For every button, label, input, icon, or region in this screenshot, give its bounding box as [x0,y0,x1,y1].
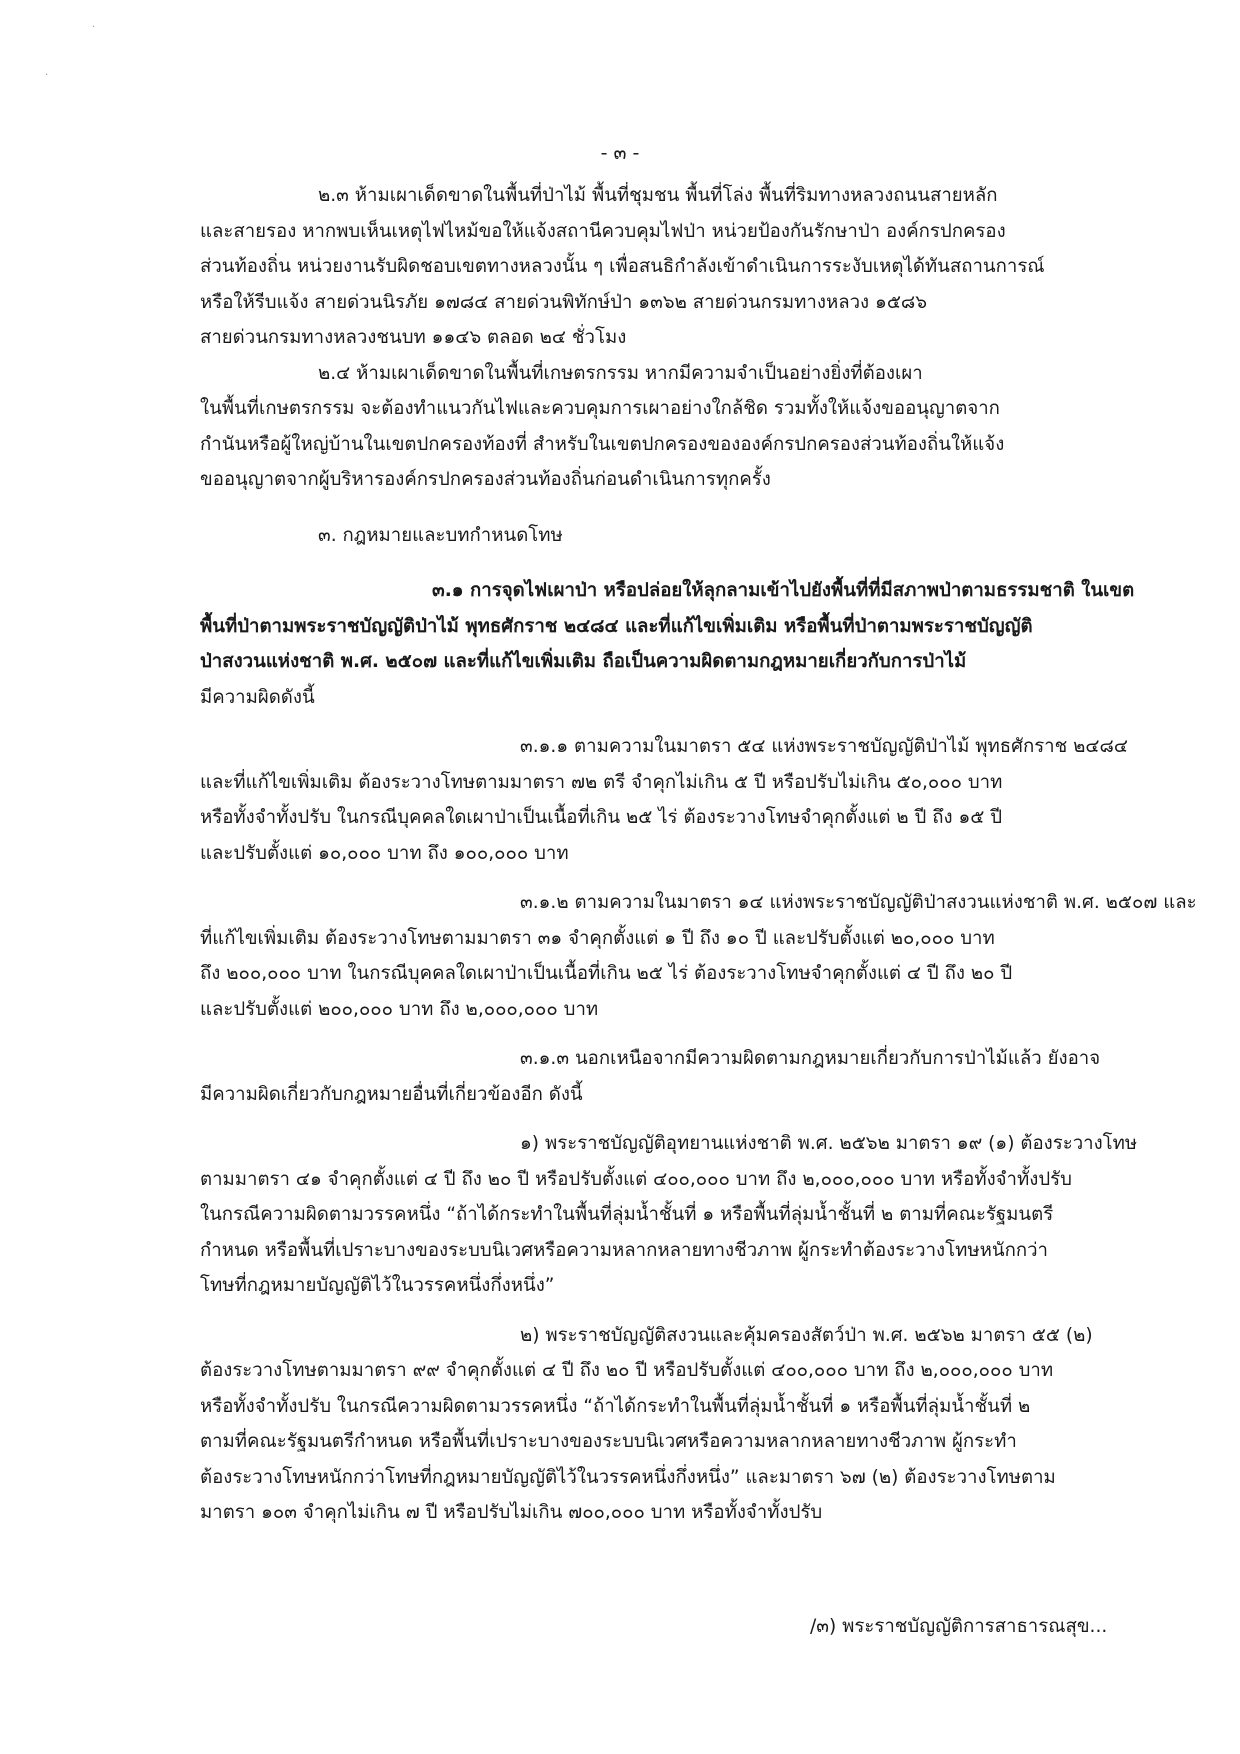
text-line: ๓.๑.๒ ตามความในมาตรา ๑๔ แห่งพระราชบัญญัติป่าสงวนแห่งชาติ พ.ศ. ๒๕๐๗ และ [520,892,1197,913]
text-line: มีความผิดดังนี้ [200,686,315,708]
text-line: หรือทั้งจำทั้งปรับ ในกรณีบุคคลใดเผาป่าเป็นเนื้อที่เกิน ๒๕ ไร่ ต้องระวางโทษจำคุกตั้งแต่ ๒ ปี ถึง ๑๕ ปี [200,807,1003,828]
list-item-1 [200,1126,1138,1304]
text-line: มาตรา ๑๐๓ จำคุกไม่เกิน ๗ ปี หรือปรับไม่เกิน ๗๐๐,๐๐๐ บาท หรือทั้งจำทั้งปรับ [200,1502,823,1523]
document-body [200,178,1197,1531]
text-line: ถึง ๒๐๐,๐๐๐ บาท ในกรณีบุคคลใดเผาป่าเป็นเนื้อที่เกิน ๒๕ ไร่ ต้องระวางโทษจำคุกตั้งแต่ ๔ ปี ถึง ๒๐ ปี [200,963,1013,984]
text-line: ที่แก้ไขเพิ่มเติม ต้องระวางโทษตามมาตรา ๓๑ จำคุกตั้งแต่ ๑ ปี ถึง ๑๐ ปี และปรับตั้งแต่ ๒๐,๐๐๐ บาท [200,927,995,949]
text-line: ๒.๔ ห้ามเผาเด็ดขาดในพื้นที่เกษตรกรรม หากมีความจำเป็นอย่างยิ่งที่ต้องเผา [318,362,923,384]
text-line: หรือให้รีบแจ้ง สายด่วนนิรภัย ๑๗๘๔ สายด่วนพิทักษ์ป่า ๑๓๖๒ สายด่วนกรมทางหลวง ๑๕๘๖ [200,291,928,313]
spacer [200,715,1128,729]
continuation-note: /๓) พระราชบัญญัติการสาธารณสุข... [810,1616,1108,1637]
paragraph-3-1-2 [200,885,1197,1027]
text-line: และปรับตั้งแต่ ๒๐๐,๐๐๐ บาท ถึง ๒,๐๐๐,๐๐๐ บาท [200,998,599,1020]
text-line: ในกรณีความผิดตามวรรคหนึ่ง “ถ้าได้กระทำในพื้นที่ลุ่มน้ำชั้นที่ ๑ หรือพื้นที่ลุ่มน้ำชั้นที่ ๒ ตามที่คณะรัฐมนตรี [200,1204,1054,1225]
scan-speck: · [92,22,96,33]
scan-speck: · [45,70,49,81]
text-line: โทษที่กฎหมายบัญญัติไว้ในวรรคหนึ่งกึ่งหนึ่ง” [200,1275,555,1296]
text-line: และที่แก้ไขเพิ่มเติม ต้องระวางโทษตามมาตรา ๗๒ ตรี จำคุกไม่เกิน ๕ ปี หรือปรับไม่เกิน ๕๐,๐๐๐ บาท [200,771,1003,793]
spacer [200,1027,1128,1041]
text-line: ๓.๑.๑ ตามความในมาตรา ๕๔ แห่งพระราชบัญญัติป่าไม้ พุทธศักราช ๒๔๘๔ [520,736,1128,757]
text-line: และปรับตั้งแต่ ๑๐,๐๐๐ บาท ถึง ๑๐๐,๐๐๐ บาท [200,842,569,864]
paragraph-3-1 [200,573,1135,715]
text-line: ๓.๑.๓ นอกเหนือจากมีความผิดตามกฎหมายเกี่ยวกับการป่าไม้แล้ว ยังอาจ [520,1048,1101,1069]
text-line: มีความผิดเกี่ยวกับกฎหมายอื่นที่เกี่ยวข้องอีก ดังนี้ [200,1083,583,1105]
text-line: ๒) พระราชบัญญัติสงวนและคุ้มครองสัตว์ป่า พ.ศ. ๒๕๖๒ มาตรา ๕๕ (๒) [520,1324,1093,1346]
spacer [200,871,1128,885]
text-line: พื้นที่ป่าตามพระราชบัญญัติป่าไม้ พุทธศักราช ๒๔๘๔ และที่แก้ไขเพิ่มเติม หรือพื้นที่ป่าตามพระราชบัญญัติ [200,615,1033,637]
text-line: ในพื้นที่เกษตรกรรม จะต้องทำแนวกันไฟและควบคุมการเผาอย่างใกล้ชิด รวมทั้งให้แจ้งขออนุญาตจาก [200,398,1000,419]
text-line: ป่าสงวนแห่งชาติ พ.ศ. ๒๕๐๗ และที่แก้ไขเพิ่มเติม ถือเป็นความผิดตามกฎหมายเกี่ยวกับการป่าไม้ [200,651,967,672]
paragraph-2-4 [200,356,1128,498]
text-line: และสายรอง หากพบเห็นเหตุไฟไหม้ขอให้แจ้งสถานีควบคุมไฟป่า หน่วยป้องกันรักษาป่า องค์กรปกครอง [200,220,1006,242]
text-line: ๒.๓ ห้ามเผาเด็ดขาดในพื้นที่ป่าไม้ พื้นที่ชุมชน พื้นที่โล่ง พื้นที่ริมทางหลวงถนนสายหลัก [318,185,998,206]
paragraph-3-1-1 [200,729,1128,871]
spacer [200,498,1128,518]
text-line: ๓.๑ การจุดไฟเผาป่า หรือปล่อยให้ลุกลามเข้าไปยังพื้นที่ที่มีสภาพป่าตามธรรมชาติ ในเขต [432,580,1135,601]
text-line: ส่วนท้องถิ่น หน่วยงานรับผิดชอบเขตทางหลวงนั้น ๆ เพื่อสนธิกำลังเข้าดำเนินการระงับเหตุได้ทันสถานการณ์ [200,256,1045,277]
paragraph-2-3 [200,178,1128,356]
text-line: กำนันหรือผู้ใหญ่บ้านในเขตปกครองท้องที่ สำหรับในเขตปกครองขององค์กรปกครองส่วนท้องถิ่นให้แจ้ง [200,433,1005,455]
text-line: ตามที่คณะรัฐมนตรีกำหนด หรือพื้นที่เปราะบางของระบบนิเวศหรือความหลากหลายทางชีวภาพ ผู้กระทำ [200,1431,1017,1452]
text-line: ขออนุญาตจากผู้บริหารองค์กรปกครองส่วนท้องถิ่นก่อนดำเนินการทุกครั้ง [200,469,771,490]
paragraph-3-1-3 [200,1041,1128,1112]
text-line: ต้องระวางโทษตามมาตรา ๙๙ จำคุกตั้งแต่ ๔ ปี ถึง ๒๐ ปี หรือปรับตั้งแต่ ๔๐๐,๐๐๐ บาท ถึง ๒,๐๐๐,๐๐๐ บาท [200,1360,1054,1381]
spacer [200,553,1128,573]
text-line: สายด่วนกรมทางหลวงชนบท ๑๑๔๖ ตลอด ๒๔ ชั่วโมง [200,327,627,348]
text-line: ตามมาตรา ๔๑ จำคุกตั้งแต่ ๔ ปี ถึง ๒๐ ปี หรือปรับตั้งแต่ ๔๐๐,๐๐๐ บาท ถึง ๒,๐๐๐,๐๐๐ บาท หรือทั้งจำทั้งปรับ [200,1168,1072,1190]
section-heading-3: ๓. กฎหมายและบทกำหนดโทษ [318,524,563,546]
text-line: ๑) พระราชบัญญัติอุทยานแห่งชาติ พ.ศ. ๒๕๖๒ มาตรา ๑๙ (๑) ต้องระวางโทษ [520,1133,1138,1154]
text-line: ต้องระวางโทษหนักกว่าโทษที่กฎหมายบัญญัติไว้ในวรรคหนึ่งกึ่งหนึ่ง” และมาตรา ๖๗ (๒) ต้องระวางโทษตาม [200,1466,1056,1488]
page-number: - ๓ - [600,142,640,164]
text-line: กำหนด หรือพื้นที่เปราะบางของระบบนิเวศหรือความหลากหลายทางชีวภาพ ผู้กระทำต้องระวางโทษหนักกว่า [200,1239,1048,1261]
text-line: หรือทั้งจำทั้งปรับ ในกรณีความผิดตามวรรคหนึ่ง “ถ้าได้กระทำในพื้นที่ลุ่มน้ำชั้นที่ ๑ หรือพื้นที่ลุ่มน้ำชั้นที่ ๒ [200,1395,1031,1417]
list-item-2 [200,1318,1128,1531]
spacer [200,1112,1128,1126]
spacer [200,1304,1128,1318]
